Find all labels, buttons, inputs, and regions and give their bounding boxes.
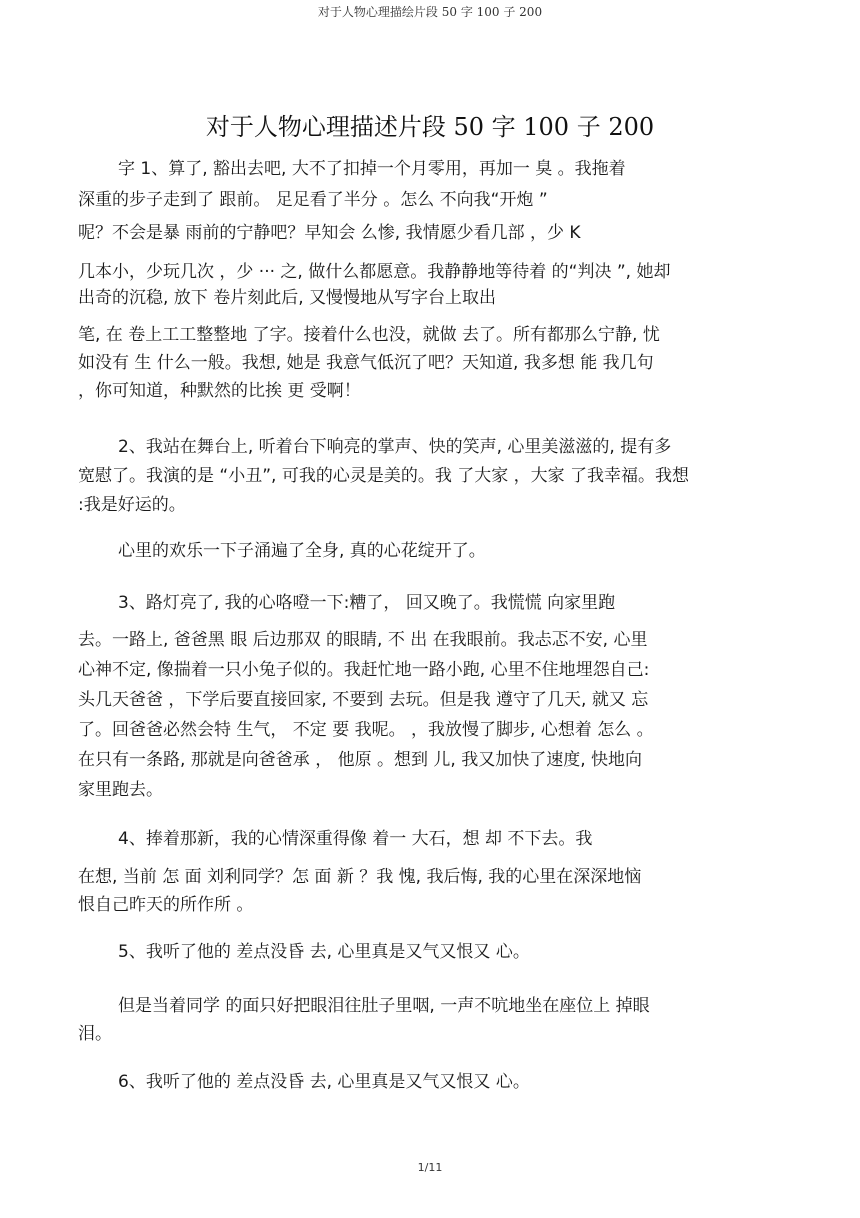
text-line: 心里的欢乐一下子涌遍了全身, 真的心花绽开了。: [118, 541, 486, 561]
document-title: 对于人物心理描述片段 50 字 100 子 200: [205, 113, 655, 141]
text-line: 字 1、算了, 豁出去吧, 大不了扣掉一个月零用，再加一 臭 。我拖着: [118, 159, 626, 179]
text-line: :我是好运的。: [78, 495, 186, 515]
text-line: 3、路灯亮了, 我的心咯噔一下:糟了， 回又晚了。我慌慌 向家里跑: [118, 593, 616, 613]
text-line: 6、我听了他的 差点没昏 去, 心里真是又气又恨又 心。: [118, 1072, 530, 1092]
text-line: 如没有 生 什么一般。我想, 她是 我意气低沉了吧？天知道, 我多想 能 我几句: [78, 353, 654, 373]
text-line: 笔, 在 卷上工工整整地 了字。接着什么也没，就做 去了。所有都那么宁静, 忧: [78, 325, 660, 345]
running-header: 对于人物心理描绘片段 50 字 100 子 200: [317, 5, 543, 19]
text-line: 但是当着同学 的面只好把眼泪往肚子里咽, 一声不吭地坐在座位上 掉眼: [118, 996, 650, 1016]
text-line: 在想, 当前 怎 面 刘利同学？怎 面 新 ？我 愧, 我后悔, 我的心里在深深地恼: [78, 867, 642, 887]
page-number: 1/11: [417, 1161, 443, 1174]
text-line: 在只有一条路, 那就是向爸爸承 ， 他原 。想到 儿, 我又加快了速度, 快地向: [78, 750, 643, 770]
text-line: 家里跑去。: [78, 780, 163, 800]
text-line: 头几天爸爸 ，下学后要直接回家, 不要到 去玩。但是我 遵守了几天, 就又 忘: [78, 690, 649, 710]
text-line: 4、捧着那新，我的心情深重得像 着一 大石，想 却 不下去。我: [118, 829, 593, 849]
text-line: 几本小，少玩几次 ，少 ··· 之, 做什么都愿意。我静静地等待着 的“判决 ”, 她却: [78, 262, 671, 282]
text-line: ，你可知道，种默然的比挨 更 受啊！: [78, 381, 361, 401]
text-line: 出奇的沉稳, 放下 卷片刻此后, 又慢慢地从写字台上取出: [78, 288, 497, 308]
text-line: 2、我站在舞台上, 听着台下响亮的掌声、快的笑声, 心里美滋滋的, 提有多: [118, 437, 672, 457]
text-line: 恨自己昨天的所作所 。: [78, 895, 254, 915]
text-line: 心神不定, 像揣着一只小兔子似的。我赶忙地一路小跑, 心里不住地埋怨自己:: [78, 660, 650, 680]
text-line: 5、我听了他的 差点没昏 去, 心里真是又气又恨又 心。: [118, 942, 530, 962]
text-line: 呢？不会是暴 雨前的宁静吧？早知会 么惨, 我情愿少看几部 ，少 K: [78, 223, 581, 243]
text-line: 宽慰了。我演的是 “小丑”, 可我的心灵是美的。我 了大家 ，大家 了我幸福。我想: [78, 466, 690, 486]
text-line: 去。一路上, 爸爸黑 眼 后边那双 的眼睛, 不 出 在我眼前。我忐忑不安, 心里: [78, 630, 648, 650]
text-line: 深重的步子走到了 跟前。 足足看了半分 。怎么 不向我“开炮 ”: [78, 190, 548, 210]
text-line: 泪。: [78, 1024, 112, 1044]
text-line: 了。回爸爸必然会特 生气， 不定 要 我呢。 ，我放慢了脚步, 心想着 怎么 。: [78, 720, 654, 740]
